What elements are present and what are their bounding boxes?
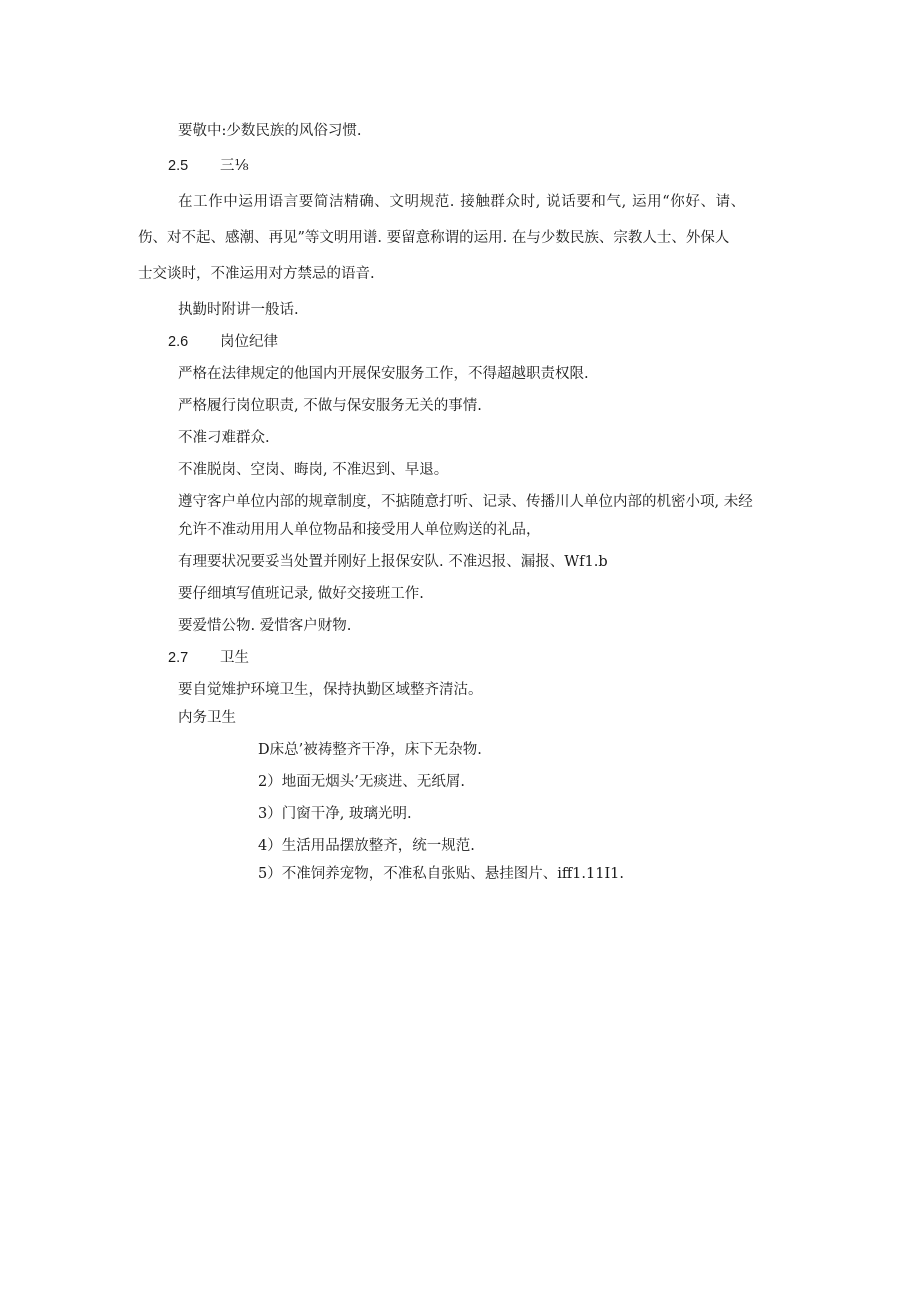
- list-item: 要仔细填写值班记录, 做好交接班工作.: [178, 586, 424, 602]
- paragraph-line: 士交谈时，不准运用对方禁忌的语音.: [138, 266, 375, 282]
- list-item: 要自觉雉护环境卫生，保持执勤区域整齐清沽。: [178, 682, 483, 698]
- section-number: 2.5: [168, 158, 189, 174]
- list-item: 有理要状况要妥当处置并刚好上报保安队. 不准迟报、漏报、Wf1.b: [178, 554, 608, 570]
- text-line: 要敬中:少数民族的风俗习惯.: [178, 123, 362, 139]
- section-number: 2.7: [168, 650, 189, 666]
- sub-list-item: 4）生活用品摆放整齐，统一规范.: [258, 838, 475, 854]
- sub-list-item: D床总’被祷整齐干净，床下无杂物.: [258, 742, 482, 758]
- list-item: 严格在法律规定的他国内开展保安服务工作，不得超越职责权限.: [178, 366, 589, 382]
- paragraph-line: 执勤时附讲一般话.: [178, 302, 299, 318]
- section-number: 2.6: [168, 334, 189, 350]
- sub-list-item: 2）地面无烟头’无痰进、无纸屑.: [258, 774, 465, 790]
- list-item: 遵守客户单位内部的规章制度，不掂随意打听、记录、传播川人单位内部的机密小项, 未经: [178, 494, 753, 510]
- section-title: 卫生: [220, 650, 249, 666]
- list-item: 不准刁难群众.: [178, 430, 270, 446]
- list-item: 严格履行岗位职责, 不做与保安服务无关的事情.: [178, 398, 482, 414]
- list-item: 允许不准动用用人单位物品和接受用人单位购送的礼品，: [178, 522, 541, 538]
- list-item: 要爱惜公物. 爱惜客户财物.: [178, 618, 352, 634]
- list-item: 内务卫生: [178, 710, 236, 726]
- list-item: 不准脱岗、空岗、晦岗, 不准迟到、早退。: [178, 462, 449, 478]
- sub-list-item: 5）不准饲养宠物，不准私自张贴、悬挂图片、iff1.11I1.: [258, 866, 625, 882]
- section-title: 三⅛: [220, 158, 249, 174]
- paragraph-line: 伤、对不起、感潮、再见”等文明用谱. 要留意称谓的运用. 在与少数民族、宗教人士、外保人: [138, 230, 730, 246]
- paragraph-line: 在工作中运用语言要简洁精确、文明规范. 接触群众时, 说话要和气, 运用“你好、请、: [178, 194, 746, 210]
- section-title: 岗位纪律: [220, 334, 278, 350]
- sub-list-item: 3）门窗干净, 玻璃光明.: [258, 806, 412, 822]
